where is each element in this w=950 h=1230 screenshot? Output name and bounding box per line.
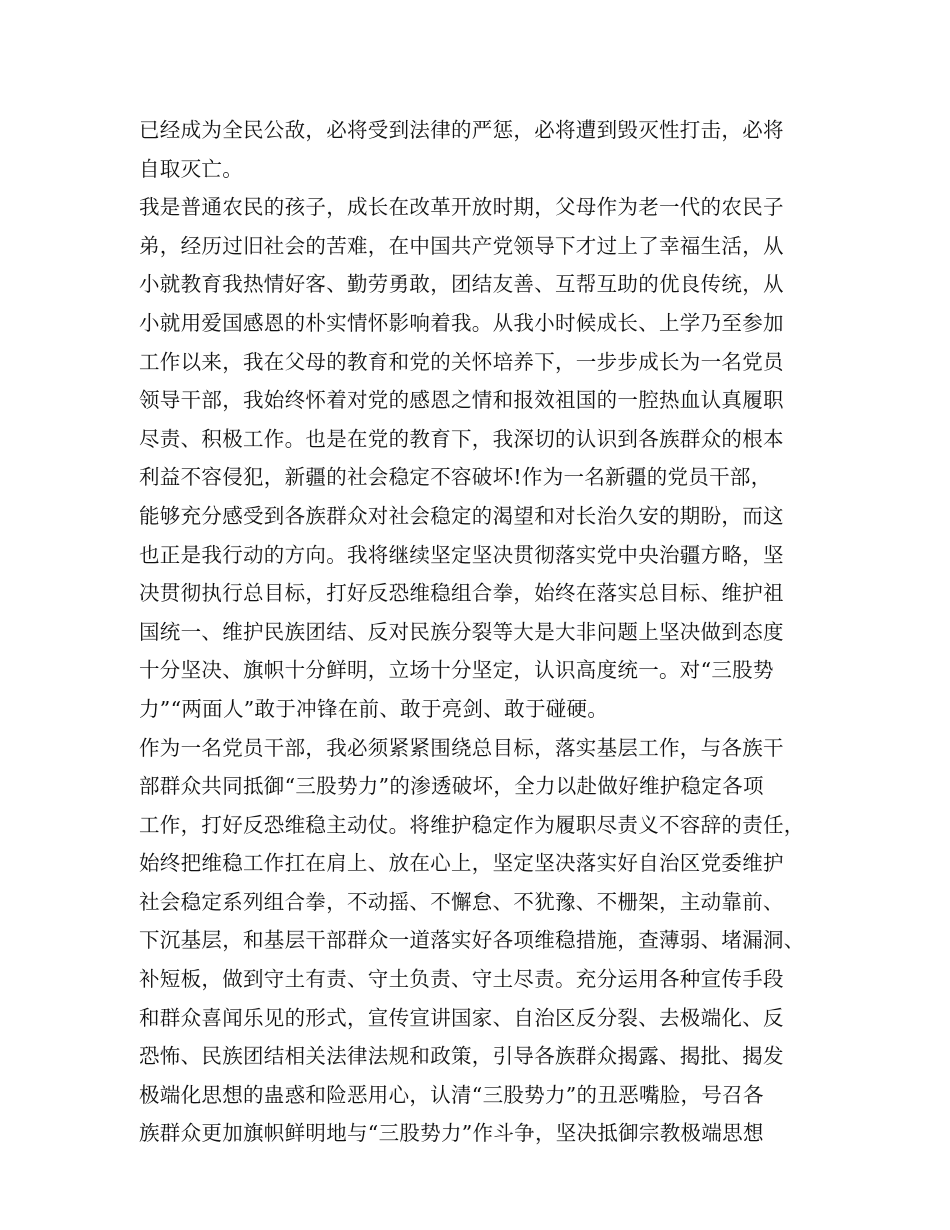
text-line: 能够充分感受到各族群众对社会稳定的渴望和对长治久安的期盼，而这 [139,503,784,528]
text-line: 已经成为全民公敌，必将受到法律的严惩，必将遭到毁灭性打击，必将 [139,118,784,142]
text-line: 作为一名党员干部，我必须紧紧围绕总目标，落实基层工作，与各族干 [139,735,784,760]
text-line: 小就用爱国感恩的朴实情怀影响着我。从我小时候成长、上学乃至参加 [139,310,784,335]
text-line: 工作以来，我在父母的教育和党的关怀培养下，一步步成长为一名党员 [139,349,784,374]
text-line: 始终把维稳工作扛在肩上、放在心上，坚定坚决落实好自治区党委维护 [139,851,784,876]
text-line: 补短板，做到守土有责、守土负责、守土尽责。充分运用各种宣传手段 [139,967,784,992]
text-line: 我是普通农民的孩子，成长在改革开放时期，父母作为老一代的农民子 [139,195,784,220]
text-line: 自取灭亡。 [139,156,243,181]
text-line: 决贯彻执行总目标，打好反恐维稳组合拳，始终在落实总目标、维护祖 [139,581,784,606]
text-line: 下沉基层，和基层干部群众一道落实好各项维稳措施，查薄弱、堵漏洞、 [139,928,805,953]
text-line: 国统一、维护民族团结、反对民族分裂等大是大非问题上坚决做到态度 [139,619,784,644]
text-line: 利益不容侵犯，新疆的社会稳定不容破坏!作为一名新疆的党员干部， [139,465,772,490]
text-line: 工作，打好反恐维稳主动仗。将维护稳定作为履职尽责义不容辞的责任， [139,812,805,837]
text-line: 力”“两面人”敢于冲锋在前、敢于亮剑、敢于碰硬。 [139,696,609,721]
text-line: 社会稳定系列组合拳，不动摇、不懈怠、不犹豫、不栅架，主动靠前、 [139,889,784,914]
text-line: 族群众更加旗帜鲜明地与“三股势力”作斗争，坚决抵御宗教极端思想 [139,1121,764,1146]
text-line: 也正是我行动的方向。我将继续坚定坚决贯彻落实党中央治疆方略，坚 [139,542,784,567]
text-line: 恐怖、民族团结相关法律法规和政策，引导各族群众揭露、揭批、揭发 [139,1044,784,1069]
text-line: 领导干部，我始终怀着对党的感恩之情和报效祖国的一腔热血认真履职 [139,388,784,413]
text-line: 尽责、积极工作。也是在党的教育下，我深切的认识到各族群众的根本 [139,426,784,451]
text-line: 小就教育我热情好客、勤劳勇敢，团结友善、互帮互助的优良传统，从 [139,272,784,297]
document-body [139,111,819,1153]
text-line: 弟，经历过旧社会的苦难，在中国共产党领导下才过上了幸福生活，从 [139,233,784,258]
text-line: 和群众喜闻乐见的形式，宣传宣讲国家、自治区反分裂、去极端化、反 [139,1005,784,1030]
text-line: 十分坚决、旗帜十分鲜明，立场十分坚定，认识高度统一。对“三股势 [139,658,774,683]
text-line: 极端化思想的蛊惑和险恶用心，认清“三股势力”的丑恶嘴脸，号召各 [139,1082,764,1107]
text-line: 部群众共同抵御“三股势力”的渗透破坏，全力以赴做好维护稳定各项 [139,774,764,799]
